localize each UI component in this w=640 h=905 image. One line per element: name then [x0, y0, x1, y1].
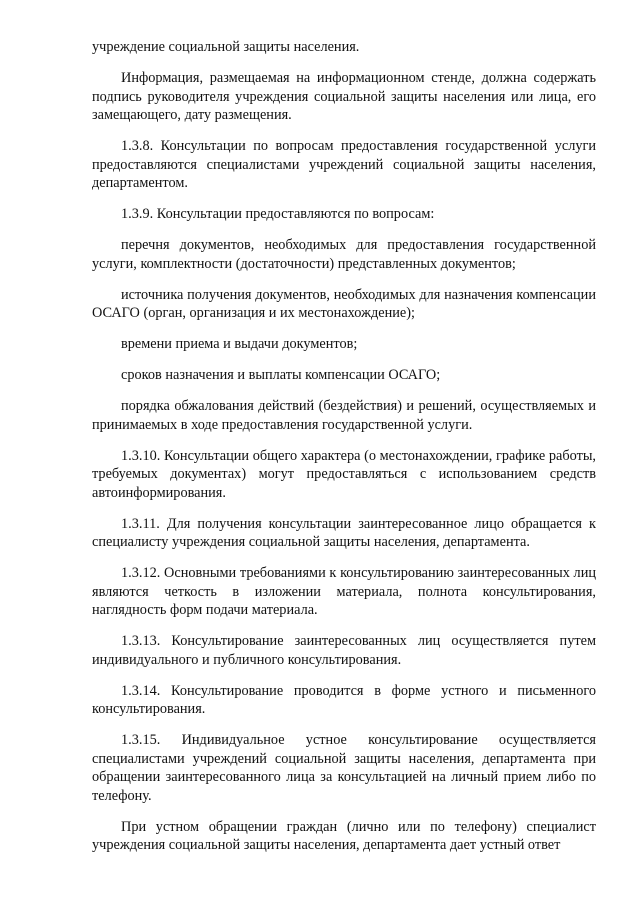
list-item-source: источника получения документов, необходимых для назначения компенсации ОСАГО (орган, организация и их местонахождение); — [92, 286, 596, 321]
paragraph-continuation: учреждение социальной защиты населения. — [92, 39, 360, 55]
list-item-documents: перечня документов, необходимых для предоставления государственной услуги, комплектности (достаточности) представленных документов; — [92, 237, 596, 272]
paragraph-1-3-15: 1.3.15. Индивидуальное устное консультирование осуществляется специалистами учреждений социальной защиты населения, департамента при обращении заинтересованного лица за консультацией на личный прием либо по телефону. — [92, 732, 596, 804]
document-page — [92, 38, 596, 867]
list-item-terms: сроков назначения и выплаты компенсации ОСАГО; — [121, 367, 441, 383]
paragraph-1-3-14: 1.3.14. Консультирование проводится в форме устного и письменного консультирования. — [92, 682, 596, 717]
paragraph-1-3-9: 1.3.9. Консультации предоставляются по вопросам: — [121, 206, 435, 222]
paragraph-1-3-8: 1.3.8. Консультации по вопросам предоставления государственной услуги предоставляются специалистами учреждений социальной защиты населения, департаментом. — [92, 138, 596, 191]
paragraph-oral-appeal: При устном обращении граждан (лично или по телефону) специалист учреждения социальной защиты населения, департамента дает устный ответ — [92, 818, 596, 853]
list-item-time: времени приема и выдачи документов; — [121, 336, 358, 352]
list-item-appeal: порядка обжалования действий (бездействия) и решений, осуществляемых и принимаемых в ходе предоставления государственной услуги. — [92, 398, 596, 433]
paragraph-1-3-13: 1.3.13. Консультирование заинтересованных лиц осуществляется путем индивидуального и публичного консультирования. — [92, 633, 596, 668]
paragraph-1-3-10: 1.3.10. Консультации общего характера (о местонахождении, графике работы, требуемых документах) могут предоставляться с использованием средств автоинформирования. — [92, 447, 596, 501]
paragraph-1-3-12: 1.3.12. Основными требованиями к консультированию заинтересованных лиц являются четкость в изложении материала, полнота консультирования, наглядность форм подачи материала. — [92, 565, 596, 618]
paragraph-1-3-11: 1.3.11. Для получения консультации заинтересованное лицо обращается к специалисту учреждения социальной защиты населения, департамента. — [92, 515, 596, 550]
paragraph-info-stand: Информация, размещаемая на информационном стенде, должна содержать подпись руководителя учреждения социальной защиты населения или лица, его замещающего, дату размещения. — [92, 70, 596, 123]
